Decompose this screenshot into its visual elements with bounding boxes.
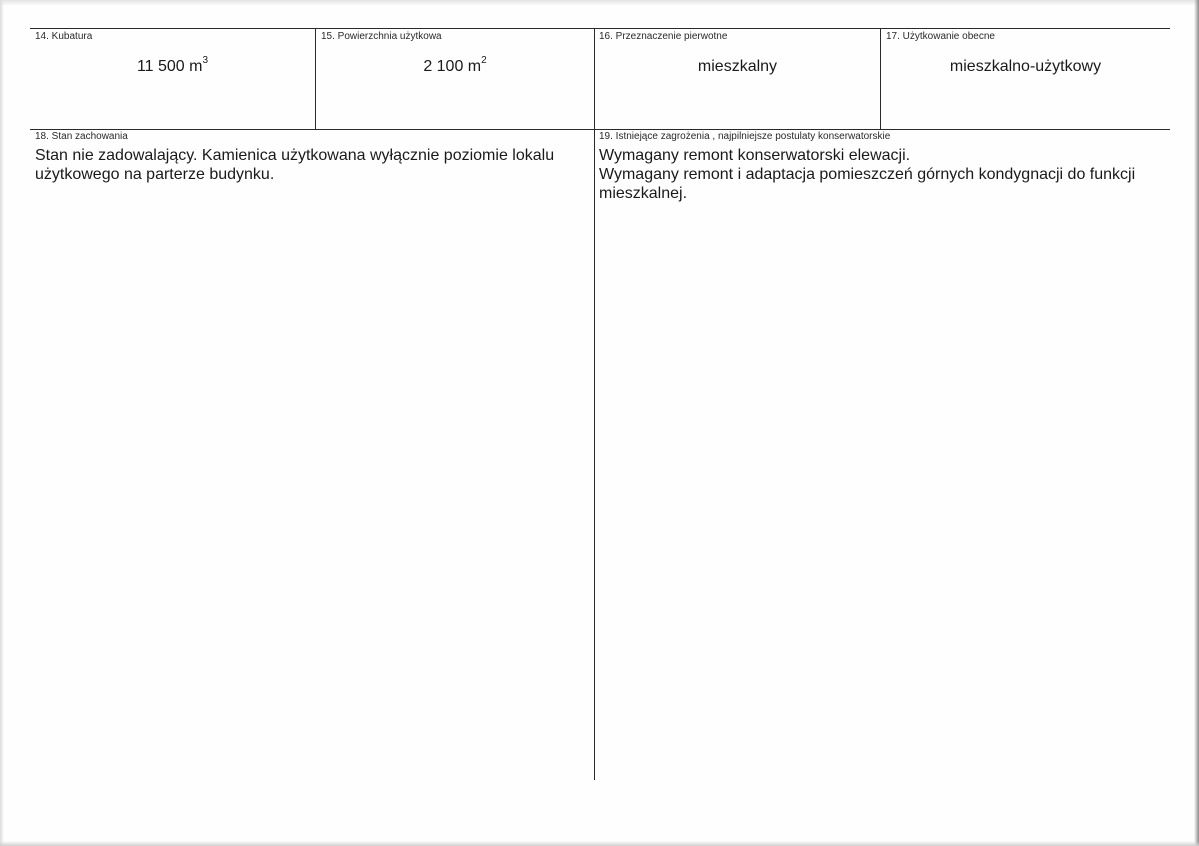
powierzchnia-unit-exponent: 2: [481, 54, 487, 66]
stan-zachowania-text: Stan nie zadowalający. Kamienica użytkowana wyłącznie poziomie lokalu użytkowego na parterze budynku.: [35, 147, 555, 183]
scan-edge-right: [1194, 0, 1199, 846]
kubatura-value-text: 11 500 m: [136, 58, 203, 75]
scan-edge-top: [0, 0, 1199, 6]
powierzchnia-label: 15. Powierzchnia użytkowa: [321, 31, 442, 42]
kubatura-label: 14. Kubatura: [35, 31, 93, 42]
uzytkowanie-label: 17. Użytkowanie obecne: [886, 31, 995, 42]
przeznaczenie-label: 16. Przeznaczenie pierwotne: [599, 31, 728, 42]
column-divider-center: [594, 28, 595, 780]
kubatura-unit-exponent: 3: [202, 54, 209, 66]
przeznaczenie-value: mieszkalny: [697, 58, 778, 75]
uzytkowanie-value: mieszkalno-użytkowy: [949, 58, 1102, 75]
kubatura-value: [30, 54, 315, 77]
zagrozenia-text: [599, 146, 1159, 203]
column-divider-3: [880, 28, 881, 129]
scan-edge-left: [0, 0, 4, 846]
zagrozenia-label: 19. Istniejące zagrożenia , najpilniejsze postulaty konserwatorskie: [599, 131, 891, 142]
column-divider-1: [315, 28, 316, 129]
zagrozenia-line: Wymagany remont konserwatorski elewacji.: [599, 147, 911, 164]
stan-zachowania-label: 18. Stan zachowania: [35, 131, 128, 142]
powierzchnia-value-text: 2 100 m: [423, 58, 482, 75]
table-row-divider: [30, 129, 1170, 130]
table-top-border: [30, 28, 1170, 29]
powierzchnia-value: [316, 54, 594, 77]
zagrozenia-line: Wymagany remont i adaptacja pomieszczeń górnych kondygnacji do funkcji mieszkalnej.: [599, 166, 1136, 202]
scan-edge-bottom: [0, 841, 1199, 846]
